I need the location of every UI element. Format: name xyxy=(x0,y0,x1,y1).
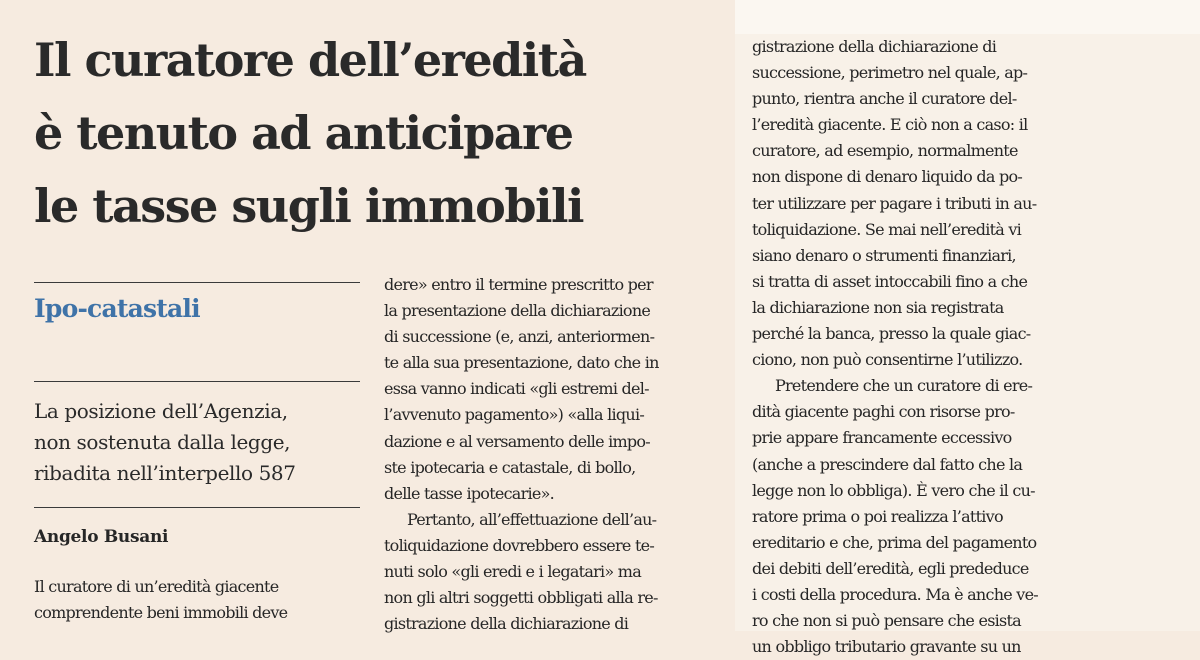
body-line: nuti solo «gli eredi e i legatari» ma xyxy=(384,562,641,582)
body-line: l’avvenuto pagamento») «alla liqui- xyxy=(384,405,644,425)
body-line: punto, rientra anche il curatore del- xyxy=(752,89,1017,109)
body-line: siano denaro o strumenti finanziari, xyxy=(752,245,1016,265)
divider xyxy=(34,381,360,382)
headline-line: è tenuto ad anticipare xyxy=(34,106,573,160)
body-line: delle tasse ipotecarie». xyxy=(384,483,554,503)
body-line: (anche a prescindere dal fatto che la xyxy=(752,454,1023,474)
body-line: essa vanno indicati «gli estremi del- xyxy=(384,379,649,399)
headline-line: le tasse sugli immobili xyxy=(34,179,583,233)
body-line: perché la banca, presso la quale giac- xyxy=(752,324,1031,344)
body-line: comprendente beni immobili deve xyxy=(34,603,288,623)
body-line: ereditario e che, prima del pagamento xyxy=(752,532,1037,552)
body-line: dazione e al versamento delle impo- xyxy=(384,431,650,451)
body-line: gistrazione della dichiarazione di xyxy=(752,37,997,56)
author-byline: Angelo Busani xyxy=(34,527,169,547)
body-line: Pertanto, all’effettuazione dell’au- xyxy=(407,509,657,529)
body-line: toliquidazione dovrebbero essere te- xyxy=(384,535,654,555)
article-subhead xyxy=(34,396,296,489)
divider xyxy=(34,282,360,283)
body-line: te alla sua presentazione, dato che in xyxy=(384,353,659,373)
body-line: non dispone di denaro liquido da po- xyxy=(752,167,1023,187)
body-line: ste ipotecaria e catastale, di bollo, xyxy=(384,457,636,477)
body-line: l’eredità giacente. E ciò non a caso: il xyxy=(752,115,1028,135)
body-column-middle xyxy=(384,272,659,637)
headline-line: Il curatore dell’eredità xyxy=(34,33,586,87)
body-line: gistrazione della dichiarazione di xyxy=(384,614,629,634)
body-line: si tratta di asset intoccabili fino a che xyxy=(752,271,1028,291)
body-line: prie appare francamente eccessivo xyxy=(752,428,1012,448)
body-line: i costi della procedura. Ma è anche ve- xyxy=(752,584,1038,604)
subhead-line: non sostenuta dalla legge, xyxy=(34,430,291,454)
body-line: un obbligo tributario gravante su un xyxy=(752,637,1021,657)
divider xyxy=(34,507,360,508)
body-line: ro che non si può pensare che esista xyxy=(752,611,1021,631)
body-line: ciono, non può consentirne l’utilizzo. xyxy=(752,350,1023,370)
body-line: non gli altri soggetti obbligati alla re- xyxy=(384,588,658,608)
body-line: di successione (e, anzi, anteriormen- xyxy=(384,327,655,347)
body-line: ratore prima o poi realizza l’attivo xyxy=(752,506,1003,526)
body-line: dità giacente paghi con risorse pro- xyxy=(752,402,1015,422)
body-line: legge non lo obbliga). È vero che il cu- xyxy=(752,480,1035,500)
subhead-line: ribadita nell’interpello 587 xyxy=(34,461,296,485)
body-line: dei debiti dell’eredità, egli prededuce xyxy=(752,558,1029,578)
body-column-right xyxy=(752,34,1038,660)
subhead-line: La posizione dell’Agenzia, xyxy=(34,399,288,423)
body-line: ter utilizzare per pagare i tributi in au- xyxy=(752,193,1037,213)
section-label: Ipo-catastali xyxy=(34,294,200,323)
body-line: successione, perimetro nel quale, ap- xyxy=(752,63,1028,83)
body-line: la presentazione della dichiarazione xyxy=(384,301,651,321)
right-column-top-fade xyxy=(735,0,1200,34)
body-line: la dichiarazione non sia registrata xyxy=(752,297,1004,317)
body-column-left xyxy=(34,574,287,626)
body-line: curatore, ad esempio, normalmente xyxy=(752,141,1018,161)
body-line: Il curatore di un’eredità giacente xyxy=(34,577,279,596)
body-line: toliquidazione. Se mai nell’eredità vi xyxy=(752,219,1022,239)
article-headline xyxy=(34,24,586,243)
body-line: dere» entro il termine prescritto per xyxy=(384,275,653,294)
body-line: Pretendere che un curatore di ere- xyxy=(775,376,1033,396)
